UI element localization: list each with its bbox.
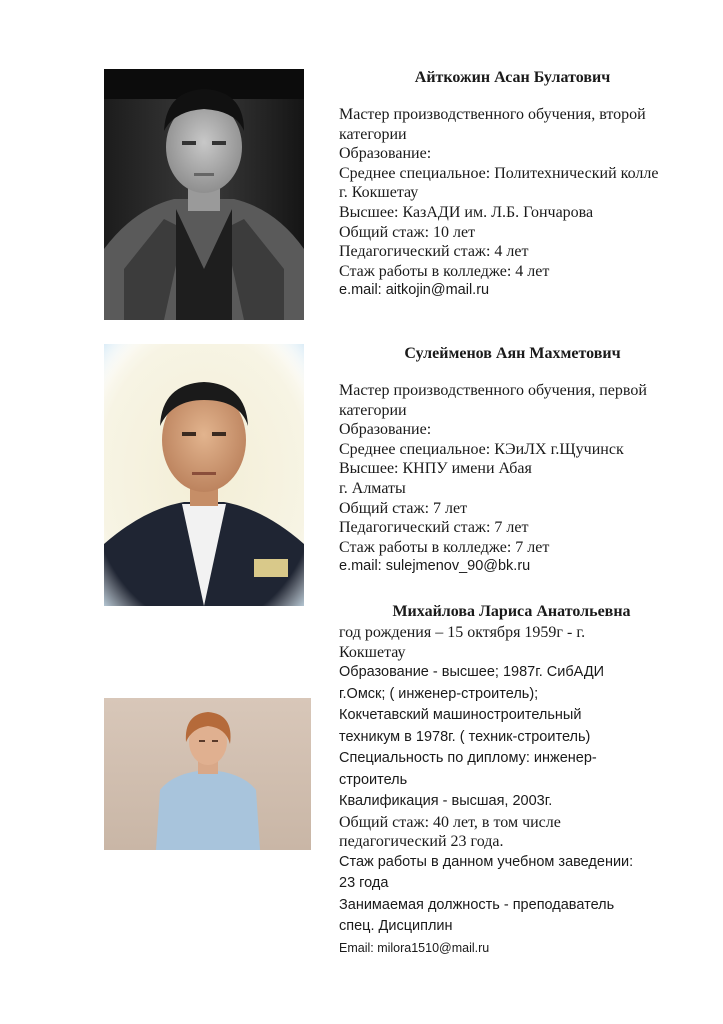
- info-line: Специальность по диплому: инженер-: [339, 750, 597, 766]
- info-line: Стаж работы в данном учебном заведении:: [339, 853, 634, 870]
- staff-card-1: [339, 67, 684, 301]
- info-line: год рождения – 15 октября 1959г - г.: [339, 624, 586, 641]
- info-line: Занимаемая должность - преподаватель: [339, 896, 615, 913]
- info-line: 23 года: [339, 875, 389, 891]
- staff-card-3: [339, 601, 684, 959]
- info-line: категории: [339, 125, 407, 143]
- staff-name: Сулейменов Аян Махметович: [404, 345, 621, 362]
- email-text: e.mail: aitkojin@mail.ru: [339, 282, 490, 299]
- info-line: Квалификация - высшая, 2003г.: [339, 793, 553, 809]
- info-line: Мастер производственного обучения, первой: [339, 382, 647, 399]
- info-line: спец. Дисциплин: [339, 918, 453, 934]
- staff-card-2: [339, 343, 684, 577]
- info-line: Общий стаж: 40 лет, в том числе: [339, 813, 561, 831]
- info-line: Общий стаж: 10 лет: [339, 223, 476, 241]
- info-line: Педагогический стаж: 7 лет: [339, 519, 529, 537]
- info-line: техникум в 1978г. ( техник-строитель): [339, 728, 591, 745]
- info-line: Стаж работы в колледже: 4 лет: [339, 262, 550, 280]
- info-line: строитель: [339, 771, 408, 788]
- info-line: Кокшетау: [339, 643, 406, 661]
- staff-name: Михайлова Лариса Анатольевна: [392, 603, 631, 620]
- staff-name: Айткожин Асан Булатович: [414, 69, 611, 86]
- info-line: Общий стаж: 7 лет: [339, 499, 468, 517]
- info-line: Среднее специальное: Политехнический колле: [339, 164, 659, 182]
- info-line: Среднее специальное: КЭиЛХ г.Щучинск: [339, 440, 624, 458]
- info-line: категории: [339, 401, 407, 419]
- info-line: Образование:: [339, 145, 432, 163]
- portrait-photo-3: [104, 698, 311, 850]
- info-line: Высшее: КазАДИ им. Л.Б. Гончарова: [339, 203, 594, 221]
- portrait-photo-1: [104, 69, 304, 320]
- info-line: Кокчетавский машиностроительный: [339, 707, 582, 723]
- portrait-photo-2: [104, 344, 304, 606]
- email-text: e.mail: sulejmenov_90@bk.ru: [339, 558, 531, 575]
- email-text: Email: milora1510@mail.ru: [339, 940, 490, 955]
- info-line: г. Кокшетау: [339, 184, 419, 202]
- info-line: г.Омск; ( инженер-строитель);: [339, 685, 539, 702]
- info-line: Педагогический стаж: 4 лет: [339, 243, 529, 261]
- info-line: педагогический 23 года.: [339, 833, 504, 850]
- info-line: Образование - высшее; 1987г. СибАДИ: [339, 664, 605, 680]
- info-line: Образование:: [339, 421, 432, 439]
- info-line: Стаж работы в колледже: 7 лет: [339, 538, 550, 556]
- info-line: г. Алматы: [339, 479, 406, 497]
- info-line: Высшее: КНПУ имени Абая: [339, 460, 532, 478]
- info-line: Мастер производственного обучения, второй: [339, 106, 646, 123]
